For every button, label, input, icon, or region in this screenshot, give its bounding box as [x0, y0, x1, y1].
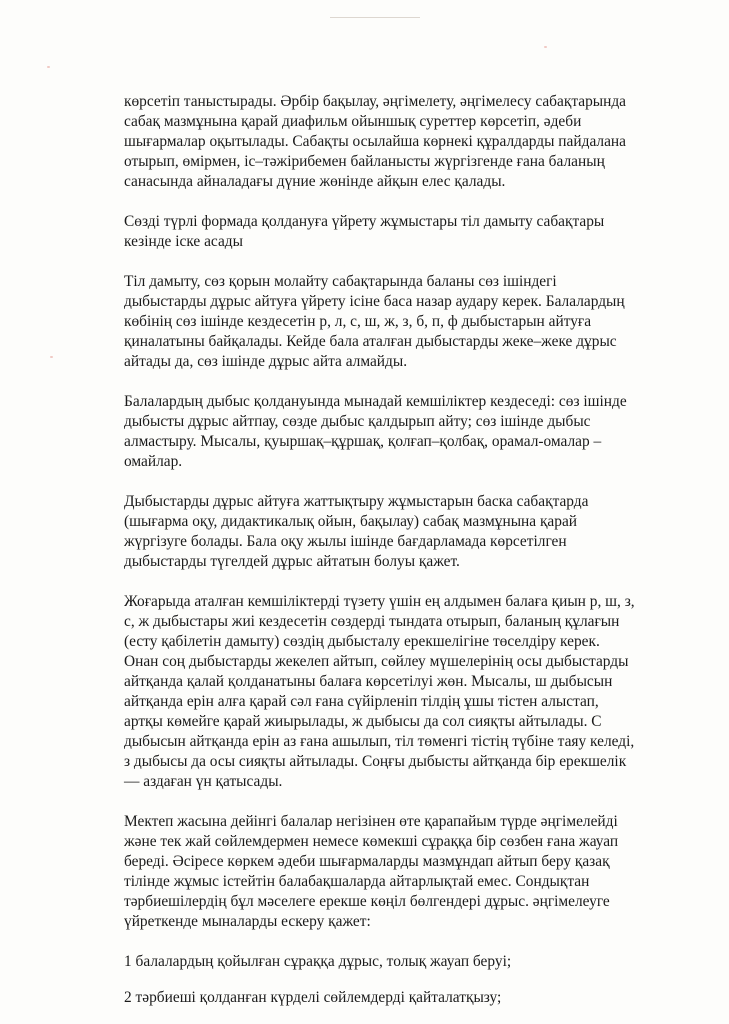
- paragraph-5: Дыбыстарды дұрыс айтуға жаттықтыру жұмыстарын баска сабақтарда (шығарма оқу, дидактикалық ойын, бақылау) сабақ мазмұнына қарай жүргізуге болады. Бала оқу жылы ішінде бағдарламада көрсетілген дыбыстарды түгелдей дұрыс айтатын болуы қажет.: [124, 493, 589, 570]
- paragraph-3: Тіл дамыту, сөз қорын молайту сабақтарында баланы сөз ішіндегі дыбыстарды дұрыс айтуға үйрету ісіне баса назар аудару керек. Балалардың көбінің сөз ішінде кездесетін р, л, с, ш, ж, з, б, п, ф дыбыстарын айтуға қиналатыны байқалады. Кейде бала аталған дыбыстарды жеке–жеке дұрыс айтады да, сөз ішінде дұрыс айта алмайды.: [124, 273, 625, 370]
- list-item-1: 1 балалардың қойылған сұраққа дұрыс, толық жауап беруі;: [124, 953, 512, 970]
- paragraph-2-heading: Сөзді түрлі формада қолдануға үйрету жұмыстары тіл дамыту сабақтары кезінде іске асады: [124, 213, 605, 250]
- scan-artifact: [330, 17, 420, 18]
- scan-artifact: [50, 356, 53, 358]
- scan-artifact: [544, 46, 547, 48]
- paragraph-7: Мектеп жасына дейінгі балалар негізінен өте қарапайым түрде әңгімелейді және тек жай сөйлемдермен немесе көмекші сұраққа бір сөзбен ғана жауап береді. Әсіресе көркем әдеби шығармаларды мазмұндап айтып беру қазақ тілінде жұмыс істейтін балабақшаларда айтарлықтай емес. Сондықтан тәрбиешілердің бұл мәселеге ерекше көңіл бөлгендері дұрыс. әңгімелеуге үйреткенде мыналарды ескеру қажет:: [124, 813, 619, 930]
- paragraph-6: Жоғарыда аталған кемшіліктерді түзету үшін ең алдымен балаға қиын р, ш, з, с, ж дыбыстары жиі кездесетін сөздерді тындата отырып, баланың құлағын (есту қабілетін дамыту) сөздің дыбысталу ерекшелігіне төселдіру керек. Онан соң дыбыстарды жекелеп айтып, сөйлеу мүшелерінің осы дыбыстарды айтқанда қалай қолданатыны балаға көрсетілуі жөн. Мысалы, ш дыбысын айтқанда ерін алға қарай сәл ғана сүйірленіп тілдің ұшы тістен алыстап, артқы көмейге қарай жиырылады, ж дыбысы да сол сияқты айтылады. С дыбысын айтқанда ерін аз ғана ашылып, тіл төменгі тістің түбіне таяу келеді, з дыбысы да осы сияқты айтылады. Соңғы дыбысты айтқанда бір ерекшелік — аздаған үн қатысады.: [124, 593, 635, 790]
- paragraph-4: Балалардың дыбыс қолдануында мынадай кемшіліктер кездеседі: сөз ішінде дыбысты дұрыс айтпау, сөзде дыбыс қалдырып айту; сөз ішінде дыбыс алмастыру. Мысалы, қуыршақ–құршақ, қолғап–қолбақ, орамал-омалар – омайлар.: [124, 393, 627, 470]
- list-item-2: 2 тәрбиеші қолданған күрделі сөйлемдерді қайталатқызу;: [124, 989, 502, 1006]
- paragraph-1: көрсетіп таныстырады. Әрбір бақылау, әңгімелету, әңгімелесу сабақтарында сабақ мазмұнына қарай диафильм ойыншық суреттер көрсетіп, әдеби шығармалар оқытылады. Сабақты осылайша көрнекі құралдарды пайдалана отырып, өмірмен, іс–тәжірибемен байланысты жүргізгенде ғана баланың санасында айналадағы дүние жөнінде айқын елес қалады.: [124, 93, 627, 190]
- document-body: [124, 92, 690, 1024]
- scan-artifact: [47, 66, 50, 68]
